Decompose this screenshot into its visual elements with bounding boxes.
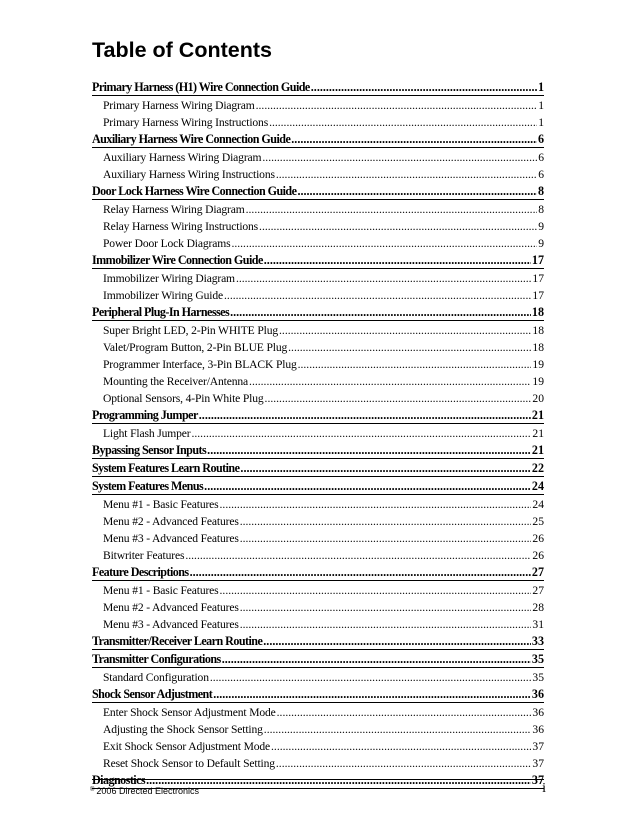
toc-entry-label: Auxiliary Harness Wiring Instructions	[103, 168, 275, 181]
toc-entry-label: Auxiliary Harness Wiring Diagram	[103, 151, 262, 164]
toc-entry-label: Mounting the Receiver/Antenna	[103, 375, 249, 388]
toc-entry-label: Relay Harness Wiring Diagram	[103, 203, 245, 216]
toc-section-entry[interactable]	[92, 442, 544, 459]
toc-subsection-entry[interactable]	[92, 235, 544, 252]
toc-subsection-entry[interactable]	[92, 738, 544, 755]
toc-entry-page: 17	[532, 272, 544, 285]
footer-divider	[92, 779, 544, 780]
toc-dot-leader	[263, 633, 531, 650]
toc-section-entry[interactable]	[92, 478, 544, 495]
toc-entry-label: Programming Jumper	[92, 408, 198, 422]
toc-entry-label: Valet/Program Button, 2-Pin BLUE Plug	[103, 341, 288, 354]
toc-entry-label: Enter Shock Sensor Adjustment Mode	[103, 706, 276, 719]
toc-entry-label: Menu #2 - Advanced Features	[103, 601, 239, 614]
toc-subsection-entry[interactable]	[92, 755, 544, 772]
toc-section-entry[interactable]	[92, 183, 544, 200]
copyright-symbol: ©	[90, 787, 95, 793]
footer-copyright	[90, 783, 199, 798]
toc-subsection-entry[interactable]	[92, 339, 544, 356]
toc-entry-label: Light Flash Jumper	[103, 427, 191, 440]
toc-dot-leader	[213, 686, 531, 703]
toc-entry-page: 24	[532, 498, 544, 511]
toc-entry-page: 6	[537, 132, 544, 146]
toc-subsection-entry[interactable]	[92, 704, 544, 721]
toc-dot-leader	[204, 478, 531, 495]
toc-subsection-entry[interactable]	[92, 496, 544, 513]
toc-subsection-entry[interactable]	[92, 373, 544, 390]
toc-entry-label: Diagnostics	[92, 773, 146, 787]
toc-dot-leader	[240, 616, 532, 633]
toc-dot-leader	[276, 755, 532, 772]
toc-entry-page: 36	[532, 706, 544, 719]
toc-entry-label: Super Bright LED, 2-Pin WHITE Plug	[103, 324, 279, 337]
toc-section-entry[interactable]	[92, 252, 544, 269]
toc-dot-leader	[240, 513, 532, 530]
toc-entry-page: 28	[532, 601, 544, 614]
toc-entry-label: Transmitter Configurations	[92, 652, 221, 666]
toc-entry-page: 6	[538, 168, 544, 181]
toc-dot-leader	[265, 390, 532, 407]
toc-dot-leader	[264, 252, 531, 269]
toc-entry-page: 20	[532, 392, 544, 405]
toc-entry-page: 22	[531, 461, 544, 475]
toc-dot-leader	[291, 131, 537, 148]
page-title: Table of Contents	[92, 38, 272, 62]
toc-dot-leader	[276, 166, 537, 183]
toc-subsection-entry[interactable]	[92, 721, 544, 738]
toc-dot-leader	[298, 356, 532, 373]
toc-entry-label: Reset Shock Sensor to Default Setting	[103, 757, 275, 770]
toc-entry-page: 35	[532, 671, 544, 684]
toc-subsection-entry[interactable]	[92, 201, 544, 218]
copyright-text: 2006 Directed Electronics	[96, 786, 199, 796]
toc-entry-label: Primary Harness (H1) Wire Connection Guide	[92, 80, 310, 94]
toc-subsection-entry[interactable]	[92, 669, 544, 686]
toc-dot-leader	[246, 201, 538, 218]
toc-entry-label: Exit Shock Sensor Adjustment Mode	[103, 740, 271, 753]
toc-subsection-entry[interactable]	[92, 616, 544, 633]
toc-entry-label: Immobilizer Wiring Diagram	[103, 272, 235, 285]
toc-entry-page: 37	[532, 740, 544, 753]
toc-dot-leader	[269, 114, 537, 131]
toc-dot-leader	[279, 322, 531, 339]
toc-subsection-entry[interactable]	[92, 425, 544, 442]
toc-entry-label: Power Door Lock Diagrams	[103, 237, 231, 250]
toc-subsection-entry[interactable]	[92, 270, 544, 287]
toc-entry-label: Bypassing Sensor Inputs	[92, 443, 207, 457]
toc-entry-page: 27	[532, 584, 544, 597]
toc-subsection-entry[interactable]	[92, 114, 544, 131]
toc-entry-label: Auxiliary Harness Wire Connection Guide	[92, 132, 291, 146]
toc-entry-page: 36	[531, 687, 544, 701]
toc-subsection-entry[interactable]	[92, 149, 544, 166]
toc-dot-leader	[262, 149, 537, 166]
toc-entry-label: Menu #3 - Advanced Features	[103, 532, 239, 545]
toc-section-entry[interactable]	[92, 686, 544, 703]
table-of-contents	[92, 79, 544, 790]
toc-section-entry[interactable]	[92, 651, 544, 668]
toc-entry-page: 21	[531, 408, 544, 422]
toc-entry-label: Menu #1 - Basic Features	[103, 584, 219, 597]
toc-subsection-entry[interactable]	[92, 599, 544, 616]
toc-dot-leader	[311, 79, 537, 96]
toc-entry-page: 18	[531, 305, 544, 319]
toc-dot-leader	[191, 425, 531, 442]
toc-entry-label: Adjusting the Shock Sensor Setting	[103, 723, 263, 736]
toc-entry-label: Menu #2 - Advanced Features	[103, 515, 239, 528]
toc-entry-page: 9	[538, 220, 544, 233]
toc-entry-page: 33	[531, 634, 544, 648]
toc-dot-leader	[199, 407, 531, 424]
toc-dot-leader	[240, 599, 532, 616]
toc-entry-page: 19	[532, 375, 544, 388]
toc-dot-leader	[210, 669, 532, 686]
toc-entry-label: System Features Learn Routine	[92, 461, 240, 475]
toc-subsection-entry[interactable]	[92, 97, 544, 114]
toc-entry-label: System Features Menus	[92, 479, 204, 493]
toc-entry-page: 18	[532, 341, 544, 354]
toc-section-entry[interactable]	[92, 407, 544, 424]
toc-entry-label: Transmitter/Receiver Learn Routine	[92, 634, 263, 648]
toc-entry-label: Primary Harness Wiring Diagram	[103, 99, 255, 112]
toc-entry-page: 19	[532, 358, 544, 371]
toc-dot-leader	[230, 304, 531, 321]
toc-dot-leader	[240, 460, 530, 477]
toc-section-entry[interactable]	[92, 460, 544, 477]
toc-subsection-entry[interactable]	[92, 530, 544, 547]
toc-dot-leader	[185, 547, 531, 564]
toc-entry-label: Primary Harness Wiring Instructions	[103, 116, 269, 129]
toc-dot-leader	[146, 772, 531, 789]
toc-dot-leader	[256, 97, 538, 114]
toc-subsection-entry[interactable]	[92, 322, 544, 339]
toc-subsection-entry[interactable]	[92, 390, 544, 407]
toc-dot-leader	[249, 373, 531, 390]
toc-entry-page: 9	[538, 237, 544, 250]
toc-entry-page: 37	[531, 773, 544, 787]
toc-dot-leader	[224, 287, 531, 304]
toc-entry-page: 18	[532, 324, 544, 337]
toc-entry-page: 27	[531, 565, 544, 579]
toc-dot-leader	[240, 530, 532, 547]
toc-subsection-entry[interactable]	[92, 547, 544, 564]
toc-dot-leader	[231, 235, 537, 252]
footer-page-number: i	[542, 781, 546, 796]
toc-subsection-entry[interactable]	[92, 582, 544, 599]
toc-entry-page: 26	[532, 532, 544, 545]
toc-dot-leader	[220, 582, 532, 599]
toc-section-entry[interactable]	[92, 304, 544, 321]
toc-entry-label: Door Lock Harness Wire Connection Guide	[92, 184, 297, 198]
toc-subsection-entry[interactable]	[92, 513, 544, 530]
toc-entry-page: 36	[532, 723, 544, 736]
toc-section-entry[interactable]	[92, 79, 544, 96]
toc-entry-page: 35	[531, 652, 544, 666]
toc-entry-page: 8	[538, 203, 544, 216]
toc-subsection-entry[interactable]	[92, 218, 544, 235]
toc-entry-page: 26	[532, 549, 544, 562]
toc-dot-leader	[236, 270, 531, 287]
toc-dot-leader	[222, 651, 531, 668]
toc-entry-label: Programmer Interface, 3-Pin BLACK Plug	[103, 358, 297, 371]
toc-entry-page: 8	[537, 184, 544, 198]
toc-entry-label: Shock Sensor Adjustment	[92, 687, 213, 701]
toc-entry-page: 6	[538, 151, 544, 164]
toc-entry-page: 17	[531, 253, 544, 267]
toc-subsection-entry[interactable]	[92, 166, 544, 183]
toc-entry-page: 24	[531, 479, 544, 493]
toc-dot-leader	[207, 442, 531, 459]
toc-subsection-entry[interactable]	[92, 356, 544, 373]
toc-section-entry[interactable]	[92, 564, 544, 581]
toc-entry-label: Immobilizer Wire Connection Guide	[92, 253, 263, 267]
toc-entry-label: Menu #1 - Basic Features	[103, 498, 219, 511]
toc-entry-label: Immobilizer Wiring Guide	[103, 289, 224, 302]
toc-entry-page: 31	[532, 618, 544, 631]
toc-entry-label: Feature Descriptions	[92, 565, 189, 579]
toc-dot-leader	[259, 218, 537, 235]
toc-entry-page: 1	[538, 116, 544, 129]
toc-section-entry[interactable]	[92, 131, 544, 148]
toc-dot-leader	[297, 183, 537, 200]
toc-entry-label: Optional Sensors, 4-Pin White Plug	[103, 392, 264, 405]
toc-entry-page: 21	[531, 443, 544, 457]
toc-dot-leader	[264, 721, 532, 738]
toc-entry-page: 17	[532, 289, 544, 302]
toc-section-entry[interactable]	[92, 633, 544, 650]
toc-entry-page: 37	[532, 757, 544, 770]
toc-entry-page: 25	[532, 515, 544, 528]
toc-dot-leader	[190, 564, 531, 581]
toc-entry-label: Peripheral Plug-In Harnesses	[92, 305, 230, 319]
toc-entry-page: 21	[532, 427, 544, 440]
toc-entry-label: Standard Configuration	[103, 671, 209, 684]
toc-dot-leader	[271, 738, 531, 755]
toc-dot-leader	[220, 496, 532, 513]
toc-subsection-entry[interactable]	[92, 287, 544, 304]
toc-entry-label: Menu #3 - Advanced Features	[103, 618, 239, 631]
toc-dot-leader	[288, 339, 531, 356]
toc-dot-leader	[277, 704, 532, 721]
toc-entry-label: Relay Harness Wiring Instructions	[103, 220, 259, 233]
toc-entry-page: 1	[537, 80, 544, 94]
toc-entry-label: Bitwriter Features	[103, 549, 185, 562]
toc-entry-page: 1	[538, 99, 544, 112]
